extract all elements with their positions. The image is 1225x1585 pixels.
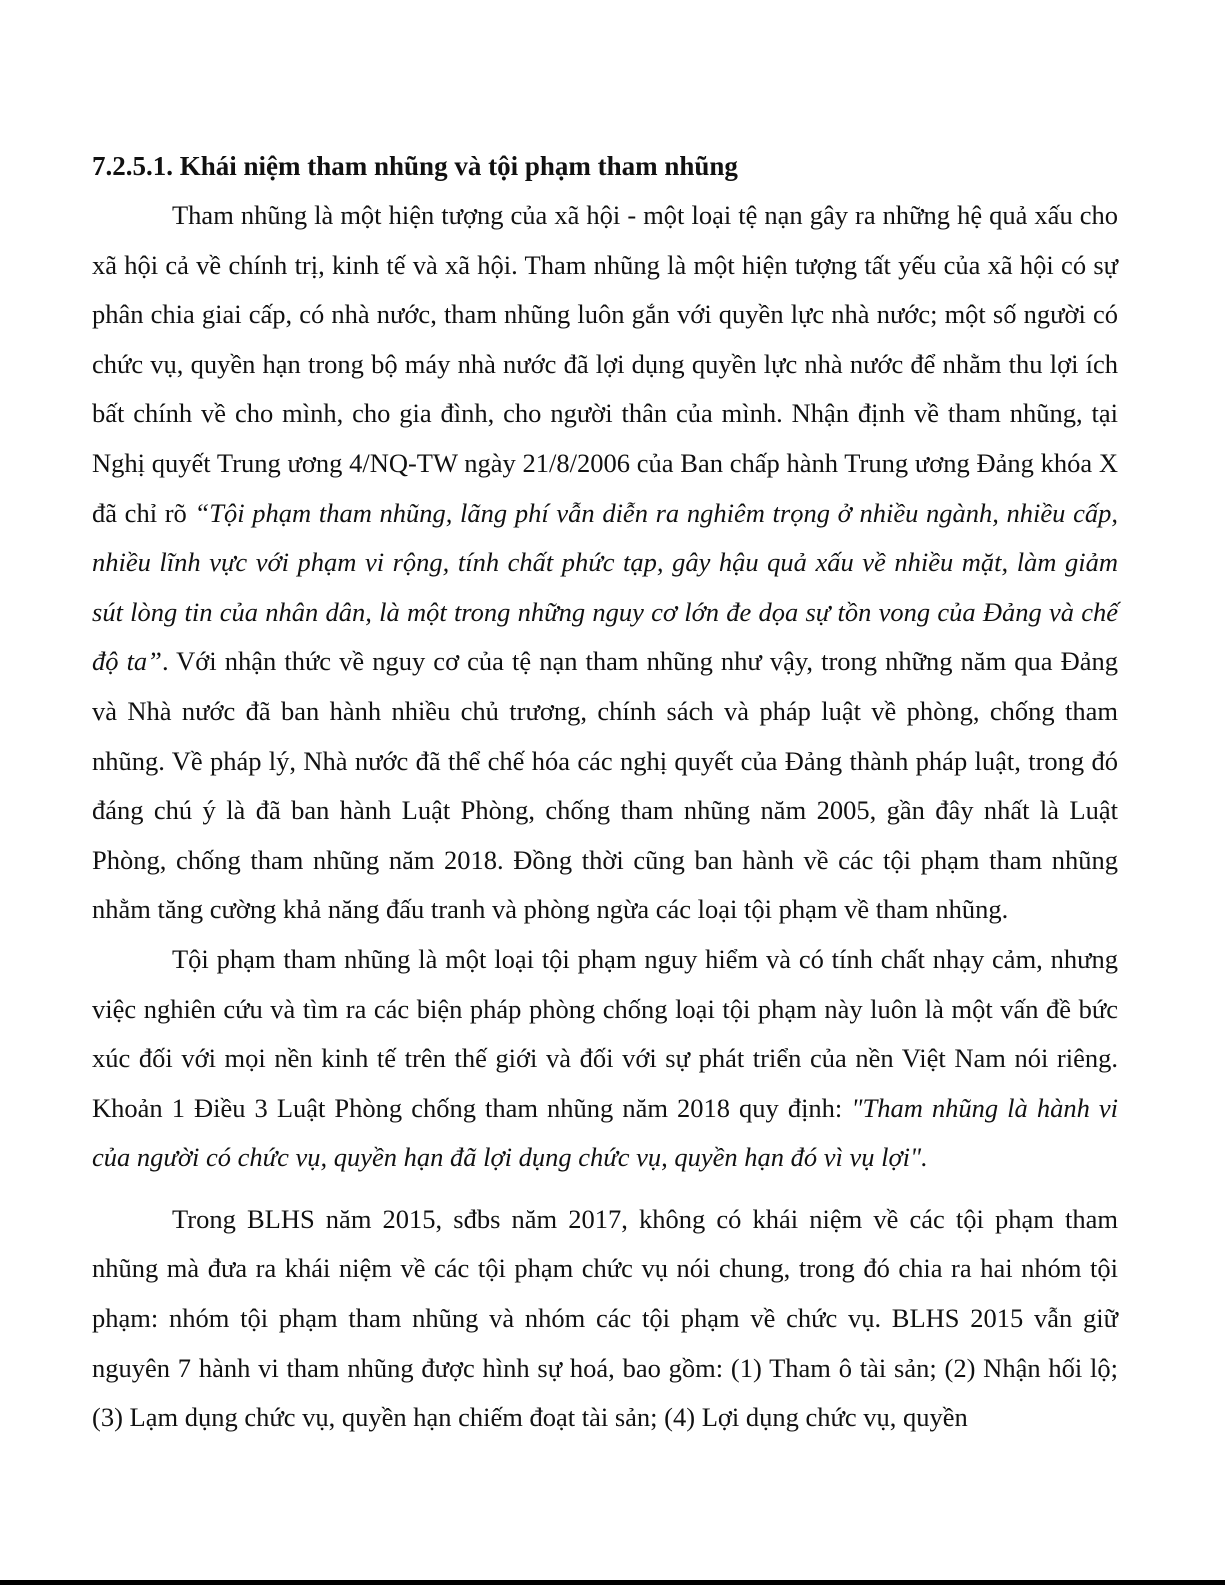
paragraph-corruption-crime (92, 935, 1118, 1183)
paragraph-2-text-a: Tội phạm tham nhũng là một loại tội phạm nguy hiểm và có tính chất nhạy cảm, nhưng việc nghiên cứu và tìm ra các biện pháp phòng chống loại tội phạm này luôn là một vấn đề bức xúc đối với mọi nền kinh tế trên thế giới và đối với sự phát triển của nền Việt Nam nói riêng. Khoản 1 Điều 3 Luật Phòng chống tham nhũng năm 2018 quy định: (92, 943, 1118, 1123)
document-body (92, 143, 1118, 1443)
paragraph-1-text-a: Tham nhũng là một hiện tượng của xã hội - một loại tệ nạn gây ra những hệ quả xấu cho xã hội cả về chính trị, kinh tế và xã hội. Tham nhũng là một hiện tượng tất yếu của xã hội có sự phân chia giai cấp, có nhà nước, tham nhũng luôn gắn với quyền lực nhà nước; một số người có chức vụ, quyền hạn trong bộ máy nhà nước đã lợi dụng quyền lực nhà nước để nhằm thu lợi ích bất chính về cho mình, cho gia đình, cho người thân của mình. Nhận định về tham nhũng, tại Nghị quyết Trung ương 4/NQ-TW ngày 21/8/2006 của Ban chấp hành Trung ương Đảng khóa X đã chỉ rõ (92, 200, 1118, 528)
paragraph-corruption-concept (92, 191, 1118, 935)
section-heading: 7.2.5.1. Khái niệm tham nhũng và tội phạm tham nhũng (92, 151, 738, 181)
paragraph-criminal-code (92, 1195, 1118, 1443)
paragraph-1-text-b: . Với nhận thức về nguy cơ của tệ nạn tham nhũng như vậy, trong những năm qua Đảng và Nhà nước đã ban hành nhiều chủ trương, chính sách và pháp luật về phòng, chống tham nhũng. Về pháp lý, Nhà nước đã thể chế hóa các nghị quyết của Đảng thành pháp luật, trong đó đáng chú ý là đã ban hành Luật Phòng, chống tham nhũng năm 2005, gần đây nhất là Luật Phòng, chống tham nhũng năm 2018. Đồng thời cũng ban hành về các tội phạm tham nhũng nhằm tăng cường khả năng đấu tranh và phòng ngừa các loại tội phạm về tham nhũng. (92, 646, 1118, 925)
page-bottom-border (0, 1580, 1225, 1585)
paragraph-1-quote: “Tội phạm tham nhũng, lãng phí vẫn diễn ra nghiêm trọng ở nhiều ngành, nhiều cấp, nhiều lĩnh vực với phạm vi rộng, tính chất phức tạp, gây hậu quả xấu về nhiều mặt, làm giảm sút lòng tin của nhân dân, là một trong những nguy cơ lớn đe dọa sự tồn vong của Đảng và chế độ ta” (92, 497, 1118, 677)
paragraph-2-text-b: . (921, 1142, 928, 1173)
paragraph-3-text: Trong BLHS năm 2015, sđbs năm 2017, không có khái niệm về các tội phạm tham nhũng mà đưa ra khái niệm về các tội phạm chức vụ nói chung, trong đó chia ra hai nhóm tội phạm: nhóm tội phạm tham nhũng và nhóm các tội phạm về chức vụ. BLHS 2015 vẫn giữ nguyên 7 hành vi tham nhũng được hình sự hoá, bao gồm: (1) Tham ô tài sản; (2) Nhận hối lộ; (3) Lạm dụng chức vụ, quyền hạn chiếm đoạt tài sản; (4) Lợi dụng chức vụ, quyền (92, 1203, 1118, 1433)
paragraph-2-quote: "Tham nhũng là hành vi của người có chức vụ, quyền hạn đã lợi dụng chức vụ, quyền hạn đó vì vụ lợi" (92, 1092, 1118, 1173)
